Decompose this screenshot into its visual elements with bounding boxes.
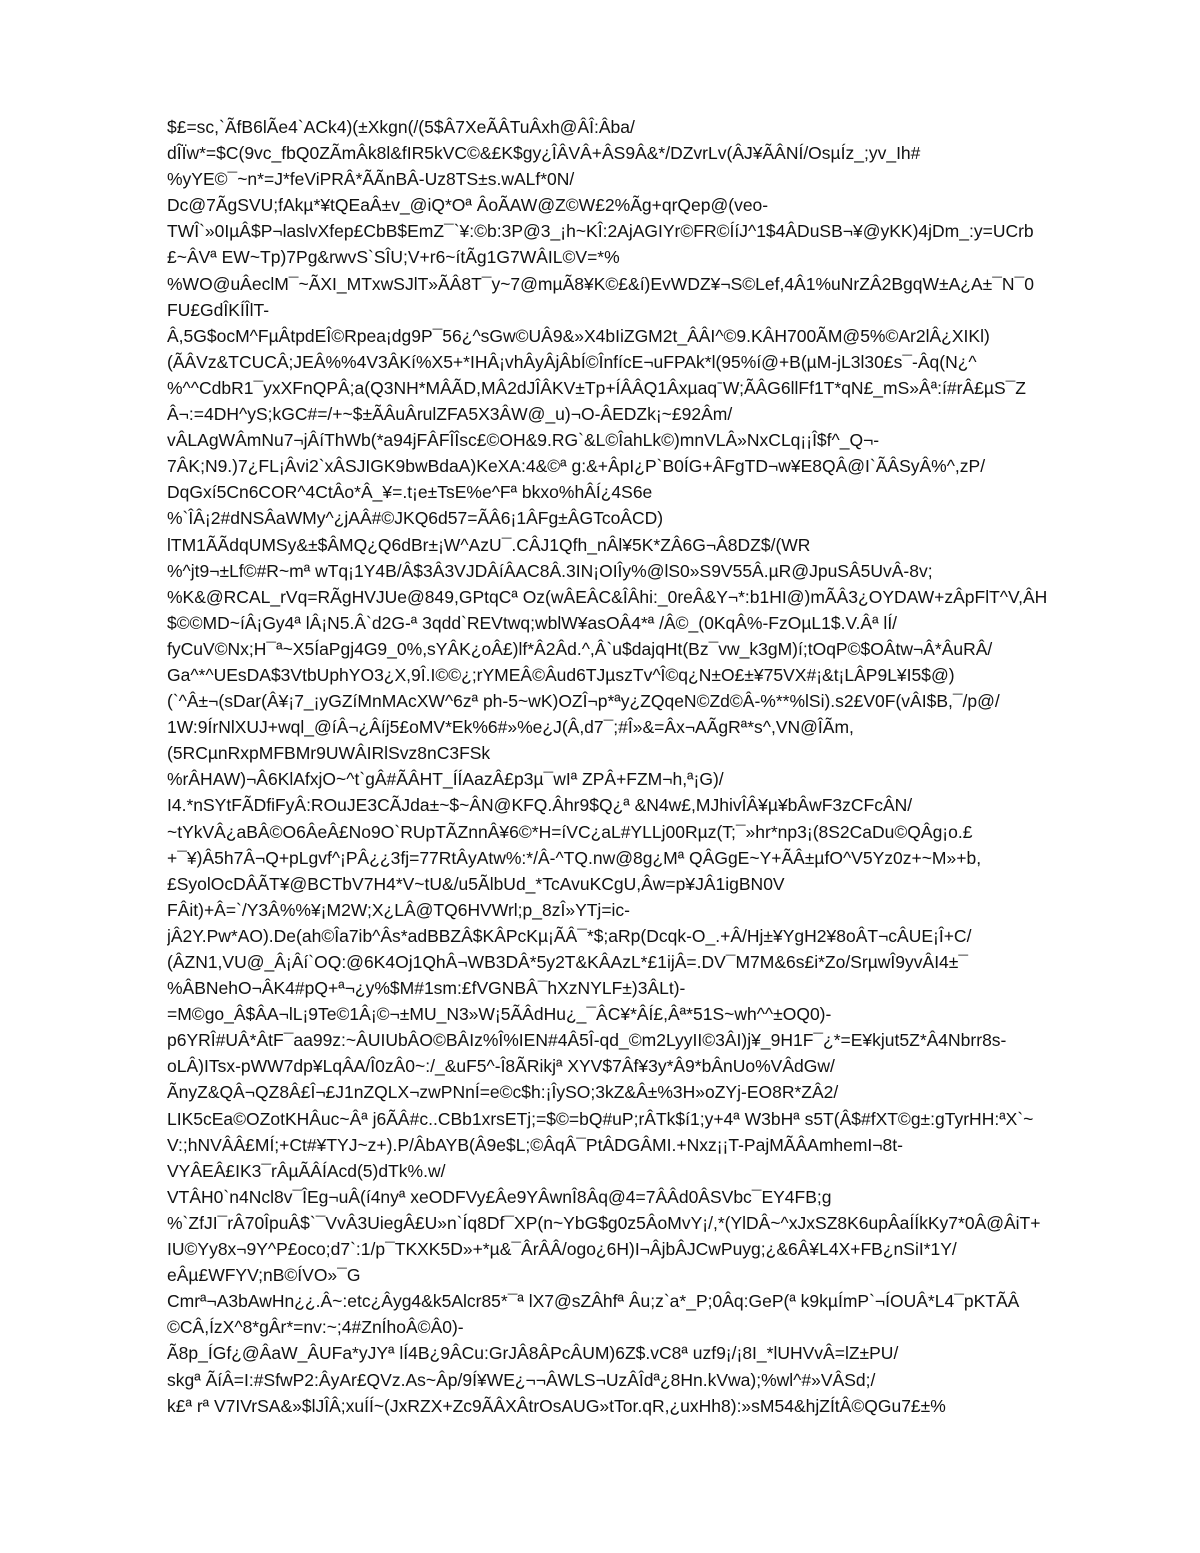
text-line: oLÂ)ITsx-pWW7dp¥LqÂA/Î0zÂ0~:/_&uF5^-Î8ÃRikjª XYV$7Âf¥3y*Â9*bÂnUo%VÂdGw/ [167, 1056, 835, 1077]
text-line: TWÎ`»0IµÂ$P¬laslvXfep£CbB$EmZ¯`¥:©b:3P@3_¡h~KÎ:2AjAGIYr©FR©ÍíJ^1$4ÂDuSB¬¥@yKK)4jDm_:y=UCrb [167, 221, 1034, 242]
text-line: $©©MD~íÂ¡Gy4ª lÂ¡N5.Â`d2G-ª 3qdd`REVtwq;wblW¥asOÂ4*ª /Â©_(0KqÂ%-FzOµL1$.V.Âª lÍ/ [167, 612, 898, 633]
text-line: (ÃÂVz&TCUCÂ;JEÂ%%4V3ÂKí%X5+*IHÂ¡vhÂyÂjÂbÍ©ÎnfícE¬uFPAk*l(95%í@+B(µM-jL3l30£s¯-Âq(N¿^ [167, 351, 977, 372]
text-line: Â¬:=4DH^yS;kGC#=/+~$±ÃÂuÂrulZFA5X3ÂW@_u)¬O-ÂEDZk¡~£92Âm/ [167, 404, 733, 425]
text-line: 1W:9ÍrNlXUJ+wql_@íÂ¬¿Âíj5£oMV*Ek%6#»%e¿J(Â,d7¯;#Î»&=Âx¬AÃgRª*s^,VN@ÎÃm, [167, 717, 854, 738]
text-line: Ga^*^UEsDA$3VtbUphYO3¿X,9Î.I©©¿;rYMEÂ©Âud6TJµszTv^Î©q¿N±O£±¥75VX#¡&t¡LÂP9L¥I5$@) [167, 664, 955, 685]
text-line: =M©go_Â$ÂA¬lL¡9Te©1Â¡©¬±MU_N3»W¡5ÃÂdHu¿_¯ÂC¥*ÂÍ£,Âª*51S~wh^^±OQ0)- [167, 1004, 832, 1025]
text-line: £SyolOcDÂÃT¥@BCTbV7H4*V~tU&/u5ÃlbUd_*TcAvuKCgU,Âw=p¥JÂ1igBN0V [167, 873, 785, 894]
text-line: Cmrª¬A3bAwHn¿¿.Â~:etc¿Âyg4&k5Alcr85*¯ª lX7@sZÂhfª Âu;z`a*_P;0Âq:GeP(ª k9kµÍmP`¬ÍOUÂ*L4¯pKTÃÂ [167, 1291, 1020, 1312]
text-line: I4.*nSYtFÃDfiFyÂ:ROuJE3CÃJda±~$~ÂN@KFQ.Âhr9$Q¿ª &N4w£,MJhivÎÂ¥µ¥bÂwF3zCFcÂN/ [167, 795, 913, 816]
text-line: fyCuV©Nx;H¯ª~X5ÍaPgj4G9_0%,sYÂK¿oÂ£)lf*Â2Âd.^,Â`u$dajqHt(Bz¯vw_k3gM)í;tOqP©$OÂtw¬Â*ÂuRÂ/ [167, 638, 993, 659]
text-line: £~ÂVª EW~Tp)7Pg&rwvS`SÎU;V+r6~ítÃg1G7WÂIL©V=*% [167, 247, 620, 268]
text-line: DqGxí5Cn6COR^4CtÂo*Â_¥=.t¡e±TsE%e^Fª bkxo%hÂÍ¿4S6e [167, 482, 653, 503]
text-line: k£ª rª V7IVrSA&»$lJÎÂ;xuÍÍ~(JxRZX+Zc9ÃÂXÂtrOsAUG»tTor.qR,¿uxHh8):»sM54&hjZÍtÂ©QGu7£±% [167, 1395, 946, 1416]
text-line: Â,5G$ocM^FµÂtpdEÎ©Rpea¡dg9P¯56¿^sGw©UÂ9&»X4bIiZGM2t_ÂÂI^©9.KÂH700ÃM@5%©Ar2lÂ¿XIKl) [167, 325, 990, 346]
text-line: +¯¥)Â5h7Â¬Q+pLgvf^¡PÂ¿¿3fj=77RtÂyAtw%:*/Â-^TQ.nw@8g¿Mª QÂGgE~Y+ÃÂ±µfO^V5Yz0z+~M»+b, [167, 847, 982, 868]
text-line: %rÂHAW)¬Â6KlAfxjO~^t`gÂ#ÃÂHT_ÍÍAazÂ£p3µ¯wIª ZPÂ+FZM¬h,ª¡G)/ [167, 769, 724, 790]
text-line: vÂLAgWÂmNu7¬jÂíThWb(*a94jFÂFÎÎsc£©OH&9.RG`&L©ÎahLk©)mnVLÂ»NxCLq¡¡Î$f^_Q¬- [167, 430, 880, 451]
text-line: Ã8p_ÍGf¿@ÂaW_ÂUFa*yJYª lÍ4B¿9ÂCu:GrJÂ8ÂPcÂUM)6Z$.vC8ª uzf9¡/¡8I_*lUHVvÂ=lZ±PU/ [167, 1343, 899, 1364]
text-line: FU£GdÎKÍÎlT- [167, 299, 270, 320]
text-line: LIK5cEa©OZotKHÂuc~Âª j6ÃÂ#c..CBb1xrsETj;=$©=bQ#uP;rÂTk$í1;y+4ª W3bHª s5T(Â$#fXT©g±:gTyrHH:ªX`~ [167, 1108, 1034, 1129]
document-body-text [167, 114, 1127, 1419]
text-line: %`ZfJI¯rÂ70ÎpuÂ$`¯VvÂ3UiegÂ£U»n`Íq8Df¯XP(n~YbG$g0z5ÂoMvY¡/,*(YlDÂ~^xJxSZ8K6upÂaÍÍkKy7*0Â@ÂiT+ [167, 1212, 1041, 1233]
text-line: (ÂZN1,VU@_Â¡Âí`OQ:@6K4Oj1QhÂ¬WB3DÂ*5y2T&KÂAzL*£1ijÂ=.DV¯M7M&6s£i*Zo/SrµwÎ9yvÂI4±¯ [167, 952, 969, 972]
text-line: %K&@RCAL_rVq=RÃgHVJUe@849,GPtqCª Oz(wÂEÂC&ÎÂhi:_0reÂ&Y¬*:b1HI@)mÃÂ3¿OYDAW+zÂpFlT^V,ÂH [167, 586, 1048, 607]
text-line: jÂ2Y.Pw*AO).De(ah©Îa7ib^Âs*adBBZÂ$KÂPcKµ¡ÃÂ¯*$;aRp(Dcqk-O_.+Â/Hj±¥YgH2¥8oÂT¬cÂUE¡Î+C/ [167, 925, 972, 946]
text-line: 7ÂK;N9.)7¿FL¡Âvi2`xÂSJIGK9bwBdaA)KeXA:4&©ª g:&+ÂpI¿P`B0ÍG+ÂFgTD¬w¥E8QÂ@I`ÃÂSyÂ%^,zP/ [167, 456, 986, 477]
text-line: VTÂH0`n4Ncl8v¯ÎEg¬uÂ(í4nyª xeODFVy£Âe9YÂwnÎ8Âq@4=7ÂÂd0ÂSVbc¯EY4FB;g [167, 1186, 832, 1207]
text-line: ÃnyZ&QÂ¬QZ8Â£Î¬£J1nZQLX¬zwPNnÍ=e©c$h:¡ÎySO;3kZ&Â±%3H»oZYj-EO8R*ZÂ2/ [167, 1082, 839, 1103]
text-line: %yYE©¯~n*=J*feViPRÂ*ÃÃnBÂ-Uz8TS±s.wALf*0N/ [167, 169, 575, 190]
text-line: VYÂEÂ£IK3¯rÂµÃÂÍAcd(5)dTk%.w/ [167, 1160, 446, 1181]
text-line: V:;hNVÂÂ£MÍ;+Ct#¥TYJ~z+).P/ÂbAYB(Â9e$L;©ÂqÂ¯PtÂDGÂMI.+Nxz¡¡T-PajMÃÂAmhemI¬8t- [167, 1134, 903, 1155]
text-line: eÂµ£WFYV;nB©ÍVO»¯G [167, 1265, 361, 1286]
text-line: %ÂBNehO¬ÂK4#pQ+ª¬¿y%$M#1sm:£fVGNBÂ¯hXzNYLF±)3ÂLt)- [167, 978, 686, 999]
text-line: ©CÂ,ÍzX^8*gÂr*=nv:~;4#ZnÍhoÂ©Â0)- [167, 1317, 464, 1338]
text-line: %WO@uÂeclM¯~ÃXI_MTxwSJlT»ÃÂ8T¯y~7@mµÃ8¥K©£&í)EvWDZ¥¬S©Lef,4Â1%uNrZÂ2BgqW±A¿A±¯N¯0 [167, 273, 1034, 294]
text-line: dÎÏw*=$C(9vc_fbQ0ZÃmÂk8l&fIR5kVC©&£K$gy¿ÎÂVÂ+ÂS9Â&*/DZvrLv(ÂJ¥ÃÂNÍ/OsµÍz_;yv_Ih# [167, 143, 921, 164]
text-line: p6YRÎ#UÂ*ÂtF¯aa99z:~ÂUIUbÂO©BÂIz%Î%IEN#4Â5Î-qd_©m2LyyII©3ÂI)j¥_9H1F¯¿*=E¥kjut5Z*Â4Nbrr8s- [167, 1030, 1007, 1051]
text-line: skgª ÃíÂ=I:#SfwP2:ÂyAr£QVz.As~Âp/9Í¥WE¿¬¬ÂWLS¬UzÂÎdª¿8Hn.kVwa);%wl^#»VÂSd;/ [167, 1369, 876, 1390]
text-line: $£=sc,`ÃfB6lÃe4`ACk4)(±Xkgn(/(5$Â7XeÃÂTuÂxh@ÂÎ:Âba/ [167, 117, 635, 137]
text-line: (`^Â±¬(sDar(Â¥¡7_¡yGZíMnMAcXW^6zª ph-5~wK)OZÎ¬p*ªy¿ZQqeN©Zd©Â-%**%lSi).s2£V0F(vÂI$B,¯/p@/ [167, 691, 1000, 712]
text-line: %^jt9¬±Lf©#R~mª wTq¡1Y4B/Â$3Â3VJDÂíÂAC8Â.3IN¡OIÎy%@lS0»S9V55Â.µR@JpuSÂ5UvÂ-8v; [167, 560, 933, 581]
text-line: IU©Yy8x¬9Y^P£oco;d7`:1/p¯TKXK5D»+*µ&¯ÂrÂÂ/ogo¿6H)I¬ÂjbÂJCwPuyg;¿&6Â¥L4X+FB¿nSiI*1Y/ [167, 1239, 957, 1260]
text-line: (5RCµnRxpMFBMr9UWÂIRlSvz8nC3FSk [167, 743, 491, 764]
text-line: FÂit)+Â=`/Y3Â%%¥¡M2W;X¿LÂ@TQ6HVWrl;p_8zÎ»YTj=ic- [167, 899, 631, 920]
text-line: Dc@7ÃgSVU;fAkµ*¥tQEaÂ±v_@iQ*Oª ÂoÃAW@Z©W£2%Ãg+qrQep@(veo- [167, 195, 769, 216]
text-line: ~tYkVÂ¿aBÂ©O6ÂeÂ£No9O`RUpTÃZnnÂ¥6©*H=íVC¿aL#YLLj00Rµz(T;¯»hr*np3¡(8S2CaDu©QÂg¡o.£ [167, 821, 973, 842]
text-line: %`ÎÂ¡2#dNSÂaWMy^¿jAÂ#©JKQ6d57=ÃÂ6¡1ÂFg±ÂGTcoÂCD) [167, 508, 664, 529]
text-line: lTM1ÃÃdqUMSy&±$ÂMQ¿Q6dBr±¡W^AzU¯.CÂJ1Qfh_nÂl¥5K*ZÂ6G¬Â8DZ$/(WR [167, 534, 811, 555]
text-line: %^^CdbR1¯yxXFnQPÂ;a(Q3NH*MÂÃD,MÂ2dJÎÂKV±Tp+ÍÂÂQ1ÂxµaqˉW;ÃÂG6llFf1T*qN£_mS»Âª:í#rÂ£µS¯Z [167, 377, 1026, 398]
